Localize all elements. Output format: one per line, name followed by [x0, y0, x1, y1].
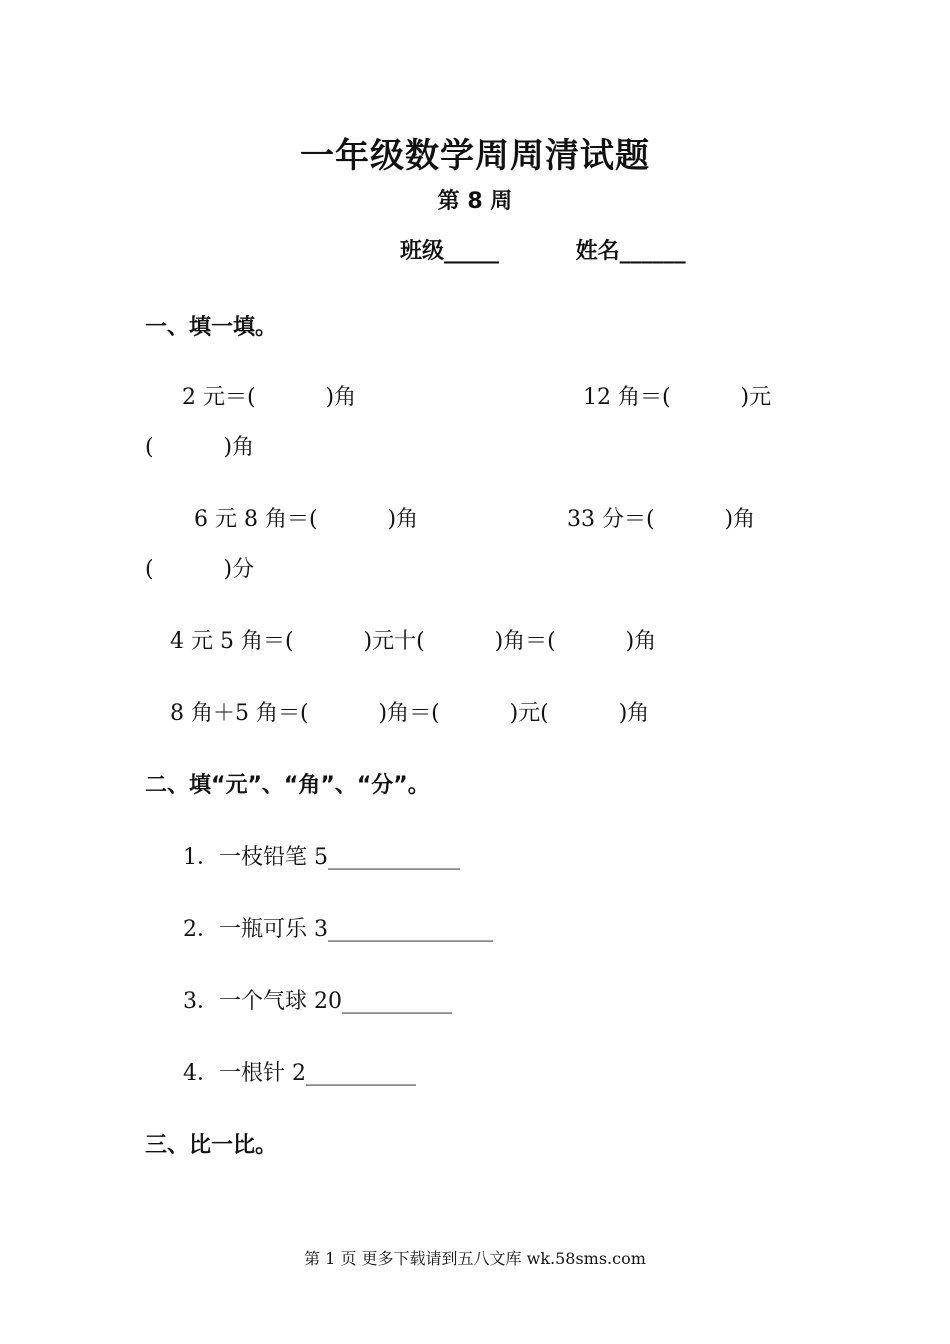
fill-item: 8 角＋5 角＝( )角＝( )元( )角 — [170, 701, 650, 726]
unit-item: 3．一个气球 20__________ — [183, 989, 452, 1014]
section-1-heading: 一、填一填。 — [145, 315, 278, 340]
section-2-heading: 二、填“元”、“角”、“分”。 — [145, 773, 430, 798]
unit-item: 1．一枝铅笔 5____________ — [183, 845, 460, 870]
fill-item: ( )角 — [145, 435, 255, 460]
fill-item: 4 元 5 角＝( )元十( )角＝( )角 — [170, 629, 657, 654]
fill-item: 33 分＝( )角 — [567, 507, 756, 532]
fill-item: 12 角＝( )元 — [583, 385, 772, 410]
week-label: 第 8 周 — [437, 189, 513, 214]
unit-item: 2．一瓶可乐 3_______________ — [183, 917, 493, 942]
fill-item: 6 元 8 角＝( )角 — [194, 507, 419, 532]
section-3-heading: 三、比一比。 — [145, 1133, 278, 1158]
fill-item: ( )分 — [145, 557, 255, 582]
page-title: 一年级数学周周清试题 — [300, 136, 650, 176]
class-name-line: 班级_____ 姓名______ — [400, 239, 686, 264]
page-footer: 第 1 页 更多下载请到五八文库 wk.58sms.com — [304, 1249, 646, 1268]
unit-item: 4．一根针 2__________ — [183, 1061, 416, 1086]
fill-item: 2 元＝( )角 — [182, 385, 357, 410]
